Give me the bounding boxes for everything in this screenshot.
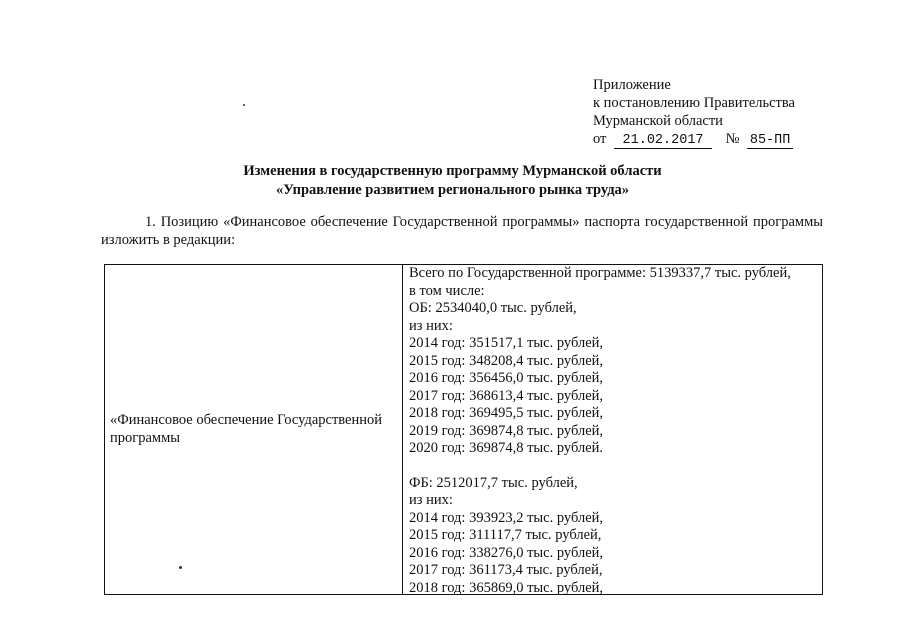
appendix-line-1: Приложение	[593, 77, 671, 93]
appendix-date-number-row	[593, 130, 795, 149]
table-line: 2014 год: 351517,1 тыс. рублей,	[409, 335, 604, 351]
from-label: от	[593, 131, 607, 147]
table-line: 2014 год: 393923,2 тыс. рублей,	[409, 509, 604, 526]
table-line: 2015 год: 311117,7 тыс. рублей,	[409, 527, 602, 543]
table-line: ОБ: 2534040,0 тыс. рублей,	[409, 300, 577, 316]
table-line: 2020 год: 369874,8 тыс. рублей.	[409, 440, 604, 456]
table-line: 2016 год: 338276,0 тыс. рублей,	[409, 544, 604, 561]
scan-speck	[179, 566, 182, 569]
table-column-divider	[402, 265, 403, 594]
financing-table	[104, 264, 823, 595]
decree-date: 21.02.2017	[614, 133, 712, 149]
table-line: ФБ: 2512017,7 тыс. рублей,	[409, 474, 578, 491]
table-line: из них:	[409, 492, 453, 508]
scan-speck	[243, 104, 245, 106]
table-left-cell: «Финансовое обеспечение Государственной программы	[110, 412, 383, 446]
table-line: в том числе:	[409, 282, 485, 299]
appendix-line-2: к постановлению Правительства	[593, 95, 795, 111]
table-blank-line	[409, 458, 821, 475]
table-line: 2016 год: 356456,0 тыс. рублей,	[409, 370, 604, 386]
number-sign: №	[725, 131, 740, 147]
title-line-2: «Управление развитием регионального рынка труда»	[275, 182, 630, 198]
table-line: 2018 год: 369495,5 тыс. рублей,	[409, 405, 604, 421]
document-title	[0, 162, 905, 200]
table-line: 2017 год: 368613,4 тыс. рублей,	[409, 387, 604, 404]
appendix-block	[593, 76, 795, 149]
table-line: 2015 год: 348208,4 тыс. рублей,	[409, 352, 604, 369]
table-line: из них:	[409, 317, 453, 334]
appendix-line-3: Мурманской области	[593, 113, 723, 129]
paragraph-1: 1. Позицию «Финансовое обеспечение Государственной программы» паспорта государственной программы изложить в редакции:	[101, 214, 823, 248]
title-line-1: Изменения в государственную программу Мурманской области	[243, 163, 662, 179]
table-line: 2019 год: 369874,8 тыс. рублей,	[409, 422, 604, 439]
table-right-cell	[409, 265, 821, 597]
table-line: Всего по Государственной программе: 5139337,7 тыс. рублей,	[409, 265, 791, 281]
table-line: 2018 год: 365869,0 тыс. рублей,	[409, 579, 604, 596]
decree-number: 85-ПП	[747, 133, 793, 149]
table-line: 2017 год: 361173,4 тыс. рублей,	[409, 562, 603, 578]
